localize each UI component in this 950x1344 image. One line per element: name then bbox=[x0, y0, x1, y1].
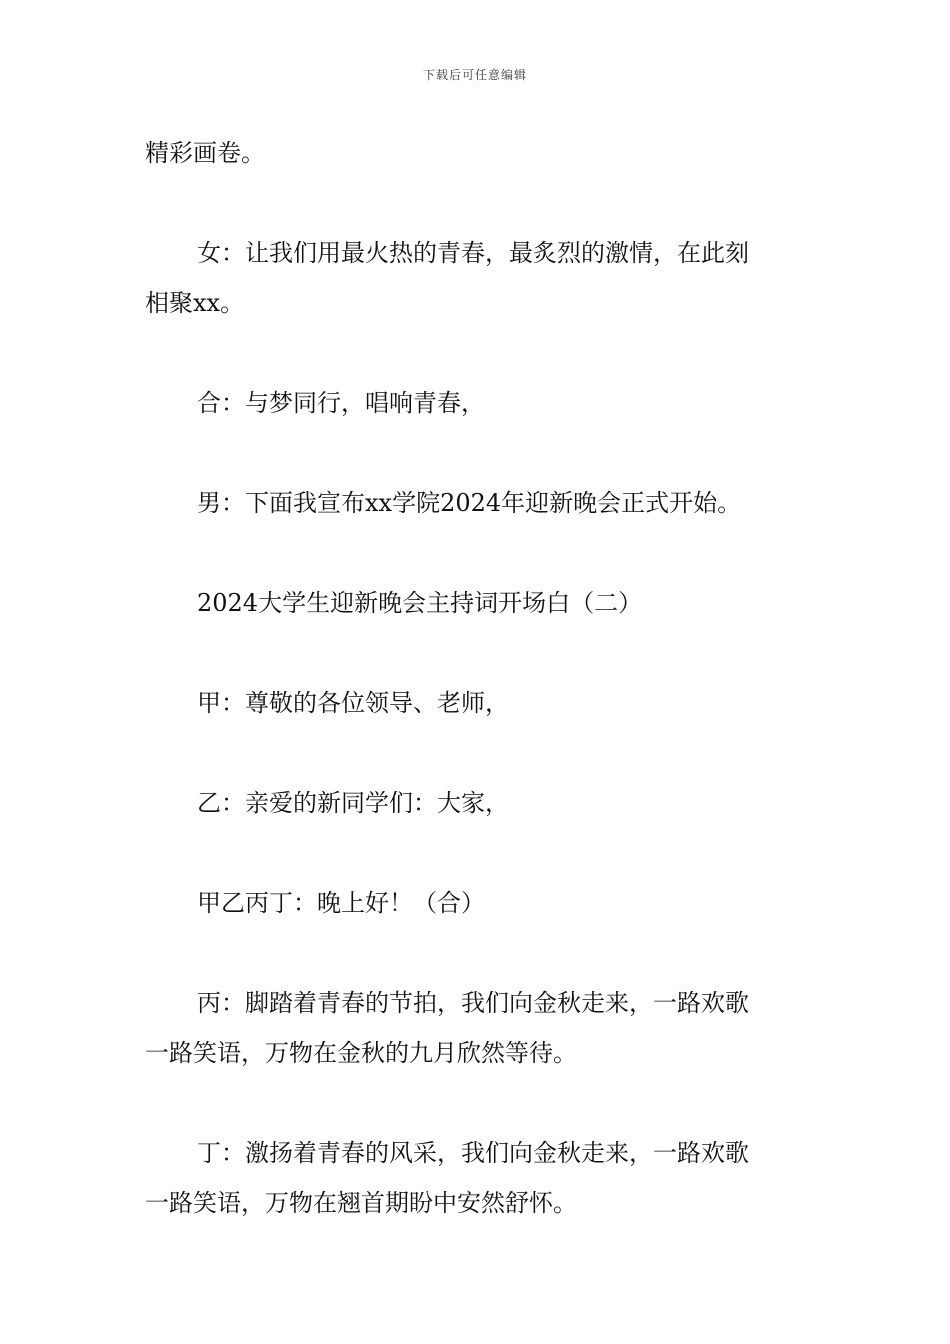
section-heading: 2024大学生迎新晚会主持词开场白（二） bbox=[197, 589, 643, 617]
paragraph-gap bbox=[145, 428, 810, 478]
page-header-note: 下载后可任意编辑 bbox=[422, 68, 527, 82]
paragraph-line: 女：让我们用最火热的青春，最炙烈的激情，在此刻 bbox=[197, 239, 749, 267]
paragraph-line: 一路笑语，万物在翘首期盼中安然舒怀。 bbox=[145, 1189, 577, 1217]
paragraph-gap bbox=[145, 328, 810, 378]
paragraph-line: 丙：脚踏着青春的节拍，我们向金秋走来，一路欢歌 bbox=[197, 989, 749, 1017]
paragraph-gap bbox=[145, 1078, 810, 1128]
paragraph-line: 合：与梦同行，唱响青春， bbox=[197, 389, 485, 417]
paragraph-gap bbox=[145, 528, 810, 578]
paragraph-line: 甲乙丙丁：晚上好！（合） bbox=[197, 889, 485, 917]
paragraph-line: 一路笑语，万物在金秋的九月欣然等待。 bbox=[145, 1039, 577, 1067]
paragraph-gap bbox=[145, 178, 810, 228]
paragraph-line: 甲：尊敬的各位领导、老师， bbox=[197, 689, 509, 717]
paragraph-gap bbox=[145, 728, 810, 778]
paragraph-gap bbox=[145, 928, 810, 978]
paragraph-line: 乙：亲爱的新同学们：大家， bbox=[197, 789, 509, 817]
paragraph-line: 精彩画卷。 bbox=[145, 139, 265, 167]
paragraph-gap bbox=[145, 828, 810, 878]
paragraph-gap bbox=[145, 628, 810, 678]
paragraph-line: 男：下面我宣布xx学院2024年迎新晚会正式开始。 bbox=[197, 489, 742, 517]
document-body bbox=[145, 128, 810, 1228]
paragraph-line: 丁：激扬着青春的风采，我们向金秋走来，一路欢歌 bbox=[197, 1139, 749, 1167]
paragraph-line: 相聚xx。 bbox=[145, 289, 245, 317]
